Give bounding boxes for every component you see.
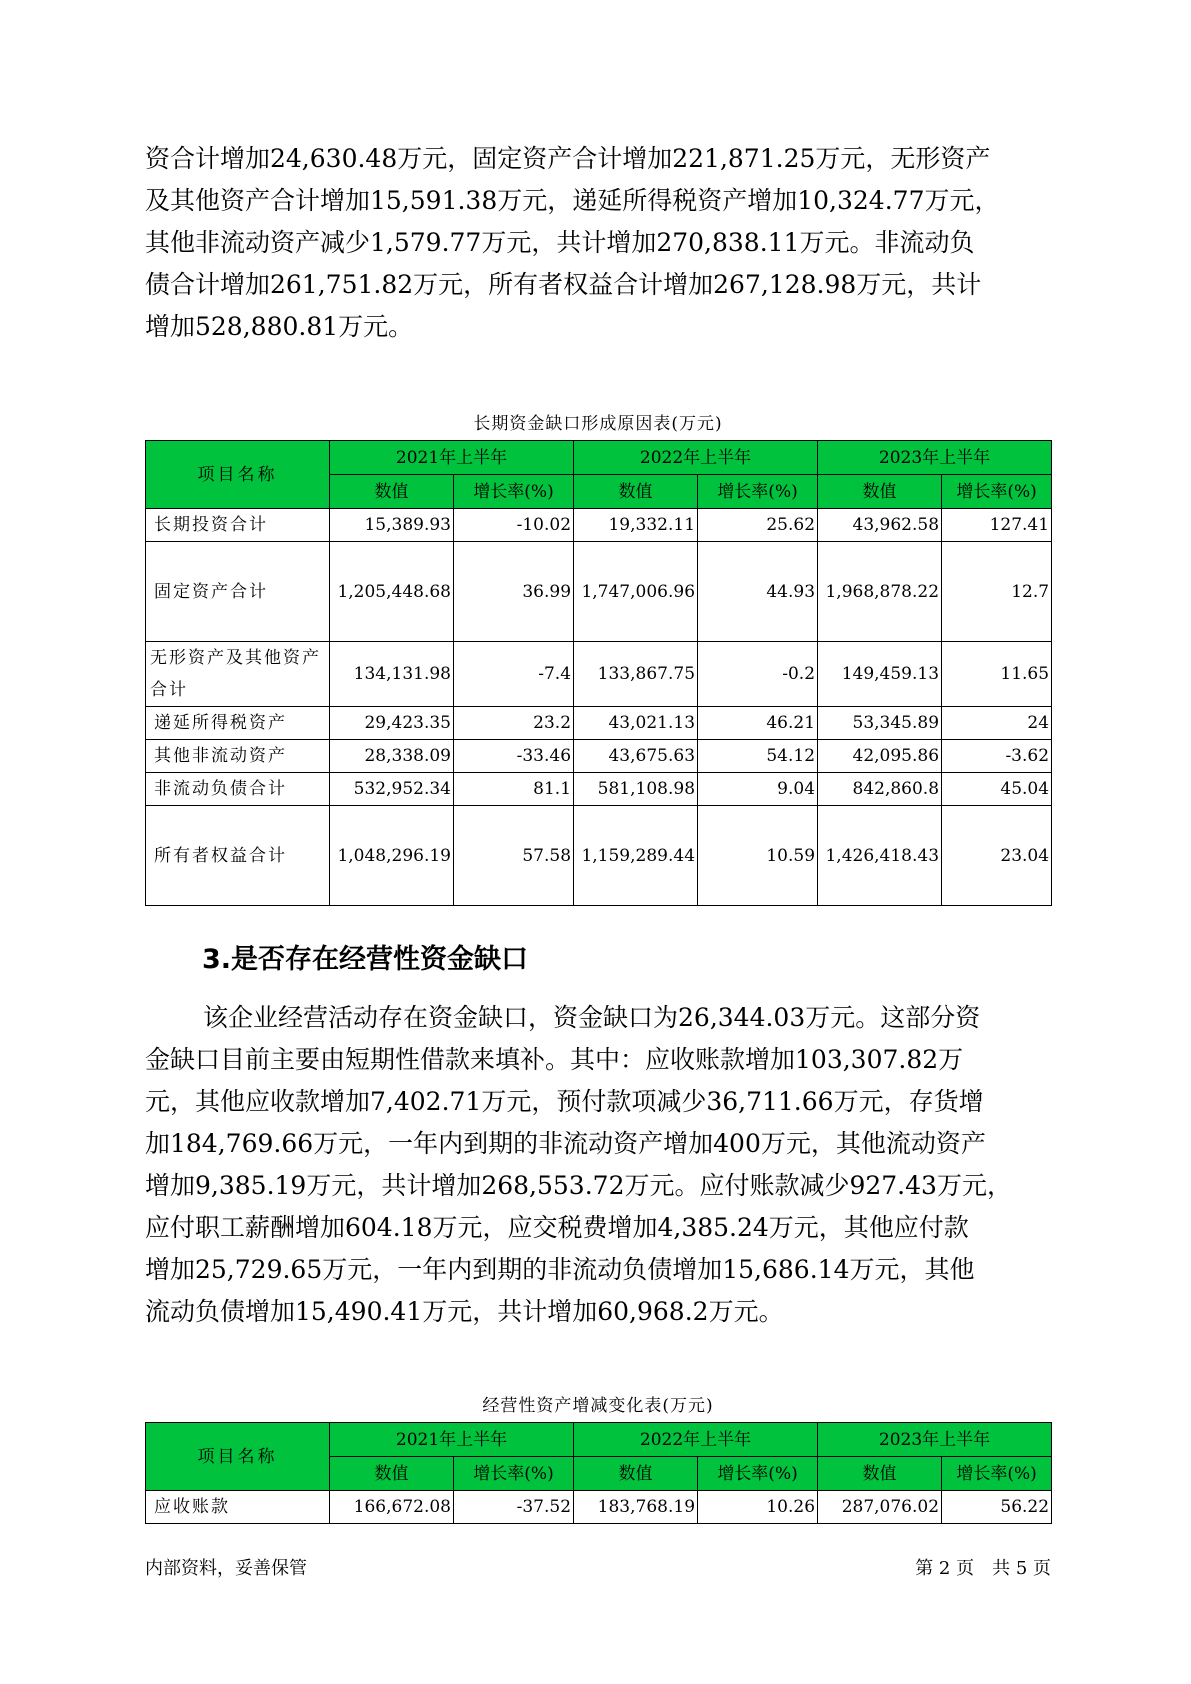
cell-value: 1,048,296.19	[330, 806, 454, 906]
cell-growth-rate: 57.58	[454, 806, 574, 906]
paragraph-line: 资合计增加24,630.48万元，固定资产合计增加221,871.25万元，无形资产	[145, 144, 991, 173]
table1-caption: 长期资金缺口形成原因表(万元)	[473, 414, 723, 434]
paragraph-line: 该企业经营活动存在资金缺口，资金缺口为26,344.03万元。这部分资	[203, 1003, 981, 1032]
row-label: 固定资产合计	[146, 542, 330, 642]
cell-growth-rate: 10.26	[698, 1491, 818, 1524]
cell-value: 53,345.89	[818, 707, 942, 740]
footer-left: 内部资料，妥善保管	[145, 1558, 307, 1579]
table-row	[146, 542, 1052, 642]
paragraph-line: 增加25,729.65万元，一年内到期的非流动负债增加15,686.14万元，其他	[145, 1255, 975, 1284]
cell-growth-rate: 10.59	[698, 806, 818, 906]
paragraph-line: 及其他资产合计增加15,591.38万元，递延所得税资产增加10,324.77万元，	[145, 186, 1000, 215]
cell-growth-rate: -33.46	[454, 740, 574, 773]
cell-value: 133,867.75	[574, 642, 698, 707]
cell-growth-rate: 81.1	[454, 773, 574, 806]
cell-growth-rate: 23.2	[454, 707, 574, 740]
table-row	[146, 806, 1052, 906]
cell-value: 1,205,448.68	[330, 542, 454, 642]
cell-growth-rate: -0.2	[698, 642, 818, 707]
row-label: 其他非流动资产	[146, 740, 330, 773]
paragraph-line: 增加528,880.81万元。	[145, 312, 414, 341]
row-label: 无形资产及其他资产合计	[146, 642, 330, 707]
cell-growth-rate: -10.02	[454, 509, 574, 542]
cell-growth-rate: -37.52	[454, 1491, 574, 1524]
row-label: 非流动负债合计	[146, 773, 330, 806]
period-header: 2021年上半年	[330, 1423, 574, 1457]
cell-value: 183,768.19	[574, 1491, 698, 1524]
cell-growth-rate: 9.04	[698, 773, 818, 806]
item-name-header: 项目名称	[146, 441, 330, 509]
item-name-header: 项目名称	[146, 1423, 330, 1491]
paragraph-line: 增加9,385.19万元，共计增加268,553.72万元。应付账款减少927.43万元，	[145, 1171, 1012, 1200]
growth-rate-header: 增长率(%)	[454, 475, 574, 509]
body-paragraph	[145, 997, 1051, 1333]
paragraph-line: 其他非流动资产减少1,579.77万元，共计增加270,838.11万元。非流动负	[145, 228, 975, 257]
table-row	[146, 707, 1052, 740]
period-header: 2021年上半年	[330, 441, 574, 475]
cell-growth-rate: 44.93	[698, 542, 818, 642]
cell-value: 43,021.13	[574, 707, 698, 740]
value-header: 数值	[574, 475, 698, 509]
cell-value: 1,968,878.22	[818, 542, 942, 642]
paragraph-line: 流动负债增加15,490.41万元，共计增加60,968.2万元。	[145, 1297, 784, 1326]
cell-value: 149,459.13	[818, 642, 942, 707]
value-header: 数值	[818, 1457, 942, 1491]
row-label: 应收账款	[146, 1491, 330, 1524]
cell-growth-rate: 54.12	[698, 740, 818, 773]
cell-value: 43,675.63	[574, 740, 698, 773]
cell-growth-rate: -7.4	[454, 642, 574, 707]
cell-value: 842,860.8	[818, 773, 942, 806]
value-header: 数值	[574, 1457, 698, 1491]
cell-growth-rate: 36.99	[454, 542, 574, 642]
growth-rate-header: 增长率(%)	[698, 475, 818, 509]
cell-growth-rate: 46.21	[698, 707, 818, 740]
paragraph-line: 金缺口目前主要由短期性借款来填补。其中：应收账款增加103,307.82万	[145, 1045, 964, 1074]
cell-value: 166,672.08	[330, 1491, 454, 1524]
section-heading: 3.是否存在经营性资金缺口	[202, 944, 529, 975]
value-header: 数值	[330, 475, 454, 509]
cell-value: 1,747,006.96	[574, 542, 698, 642]
growth-rate-header: 增长率(%)	[454, 1457, 574, 1491]
row-label: 递延所得税资产	[146, 707, 330, 740]
growth-rate-header: 增长率(%)	[942, 1457, 1052, 1491]
cell-growth-rate: 45.04	[942, 773, 1052, 806]
cell-growth-rate: 127.41	[942, 509, 1052, 542]
growth-rate-header: 增长率(%)	[698, 1457, 818, 1491]
table-row	[146, 642, 1052, 707]
value-header: 数值	[330, 1457, 454, 1491]
cell-growth-rate: 12.7	[942, 542, 1052, 642]
cell-value: 42,095.86	[818, 740, 942, 773]
cell-value: 532,952.34	[330, 773, 454, 806]
row-label: 长期投资合计	[146, 509, 330, 542]
table2-caption: 经营性资产增减变化表(万元)	[482, 1396, 714, 1416]
intro-paragraph	[145, 138, 1051, 348]
cell-growth-rate: -3.62	[942, 740, 1052, 773]
cell-value: 29,423.35	[330, 707, 454, 740]
value-header: 数值	[818, 475, 942, 509]
cell-growth-rate: 23.04	[942, 806, 1052, 906]
cell-value: 15,389.93	[330, 509, 454, 542]
period-header: 2023年上半年	[818, 1423, 1052, 1457]
period-header: 2023年上半年	[818, 441, 1052, 475]
period-header: 2022年上半年	[574, 441, 818, 475]
paragraph-line: 加184,769.66万元，一年内到期的非流动资产增加400万元，其他流动资产	[145, 1129, 986, 1158]
cell-value: 134,131.98	[330, 642, 454, 707]
cell-value: 28,338.09	[330, 740, 454, 773]
cell-value: 43,962.58	[818, 509, 942, 542]
table-row	[146, 773, 1052, 806]
cell-growth-rate: 11.65	[942, 642, 1052, 707]
cell-value: 1,159,289.44	[574, 806, 698, 906]
paragraph-line: 应付职工薪酬增加604.18万元，应交税费增加4,385.24万元，其他应付款	[145, 1213, 969, 1242]
paragraph-line: 元，其他应收款增加7,402.71万元，预付款项减少36,711.66万元，存货增	[145, 1087, 984, 1116]
table-row	[146, 740, 1052, 773]
row-label: 所有者权益合计	[146, 806, 330, 906]
footer-page-number: 第 2 页 共 5 页	[915, 1558, 1051, 1579]
cell-growth-rate: 25.62	[698, 509, 818, 542]
growth-rate-header: 增长率(%)	[942, 475, 1052, 509]
cell-growth-rate: 24	[942, 707, 1052, 740]
cell-value: 19,332.11	[574, 509, 698, 542]
table-row	[146, 1491, 1052, 1524]
cell-growth-rate: 56.22	[942, 1491, 1052, 1524]
cell-value: 581,108.98	[574, 773, 698, 806]
cell-value: 287,076.02	[818, 1491, 942, 1524]
operating-assets-change-table	[145, 1422, 1052, 1524]
period-header: 2022年上半年	[574, 1423, 818, 1457]
paragraph-line: 债合计增加261,751.82万元，所有者权益合计增加267,128.98万元，共计	[145, 270, 982, 299]
table-row	[146, 509, 1052, 542]
cell-value: 1,426,418.43	[818, 806, 942, 906]
long-term-funding-gap-table	[145, 440, 1052, 906]
